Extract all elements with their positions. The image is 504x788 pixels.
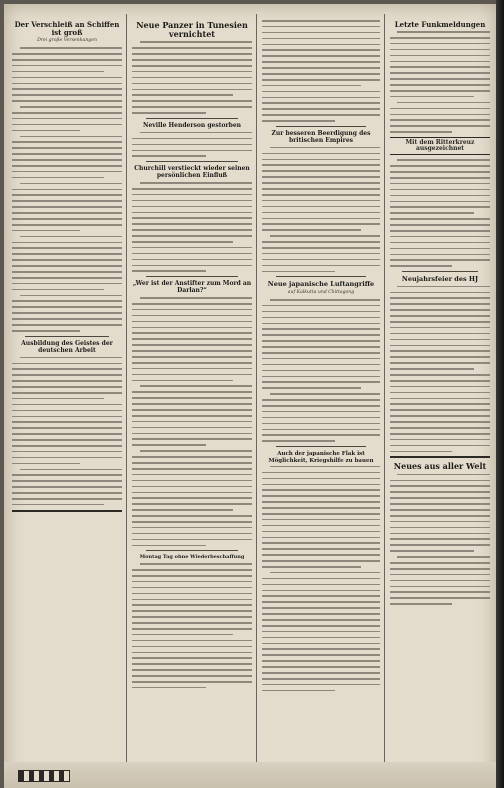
headline-col2-2: Neville Henderson gestorben bbox=[142, 121, 242, 129]
column-3 bbox=[262, 18, 380, 758]
column-2 bbox=[132, 18, 252, 758]
column-rule bbox=[126, 14, 127, 762]
article-body bbox=[390, 286, 490, 453]
headline-col1-2: Ausbildung des Geistes der deutschen Arbeit bbox=[21, 339, 113, 354]
article-body bbox=[262, 20, 380, 122]
scan-margin bbox=[4, 762, 496, 788]
headline-col2-1: Neue Panzer in Tunesien vernichtet bbox=[136, 20, 248, 40]
article-body bbox=[12, 47, 122, 331]
headline-col2-5: Montag Tag ohne Wiederbeschaffung bbox=[139, 554, 245, 561]
scale-bar bbox=[18, 770, 70, 782]
headline-col3-1: Zur besseren Beerdigung des britischen Empires bbox=[271, 130, 371, 144]
column-rule bbox=[384, 14, 385, 762]
headline-col1-1: Der Verschleiß an Schiffen ist groß bbox=[14, 20, 120, 38]
column-rule bbox=[256, 14, 257, 762]
article-body bbox=[390, 474, 490, 605]
headline-col3-3: Auch der japanische Flak ist Möglichkeit, Kriegshilfe zu bauen bbox=[268, 451, 374, 464]
newspaper-page bbox=[4, 4, 496, 784]
article-body bbox=[132, 297, 252, 546]
article-body bbox=[262, 466, 380, 691]
headline-col4-1: Letzte Funkmeldungen bbox=[394, 20, 486, 29]
article-body bbox=[132, 132, 252, 157]
article-body bbox=[390, 159, 490, 267]
subheadline-col1-1: Drei große Versenkungen bbox=[37, 38, 97, 44]
article-body bbox=[132, 563, 252, 688]
article-body bbox=[12, 357, 122, 506]
headline-col4-4: Neues aus aller Welt bbox=[393, 461, 487, 472]
article-body bbox=[262, 147, 380, 272]
subheadline-col3-2: auf Kalkutta und Chittagong bbox=[287, 289, 355, 295]
headline-col3-2: Neue japanische Luftangriffe bbox=[267, 280, 375, 289]
article-body bbox=[132, 182, 252, 272]
headline-col2-3: Churchill verstieckt wieder seinen persönlichen Einfluß bbox=[134, 165, 250, 180]
page-spine bbox=[496, 0, 504, 788]
headline-col2-4: „Wer ist der Anstifter zum Mord an Darlan?“ bbox=[132, 280, 252, 295]
column-4 bbox=[390, 18, 490, 758]
article-body bbox=[262, 299, 380, 442]
column-1 bbox=[12, 18, 122, 758]
article-body bbox=[390, 31, 490, 133]
headline-col4-3: Neujahrsfeier des HJ bbox=[401, 275, 479, 284]
headline-col4-2: Mit dem Ritterkreuz ausgezeichnet bbox=[390, 137, 490, 155]
article-body bbox=[132, 41, 252, 113]
